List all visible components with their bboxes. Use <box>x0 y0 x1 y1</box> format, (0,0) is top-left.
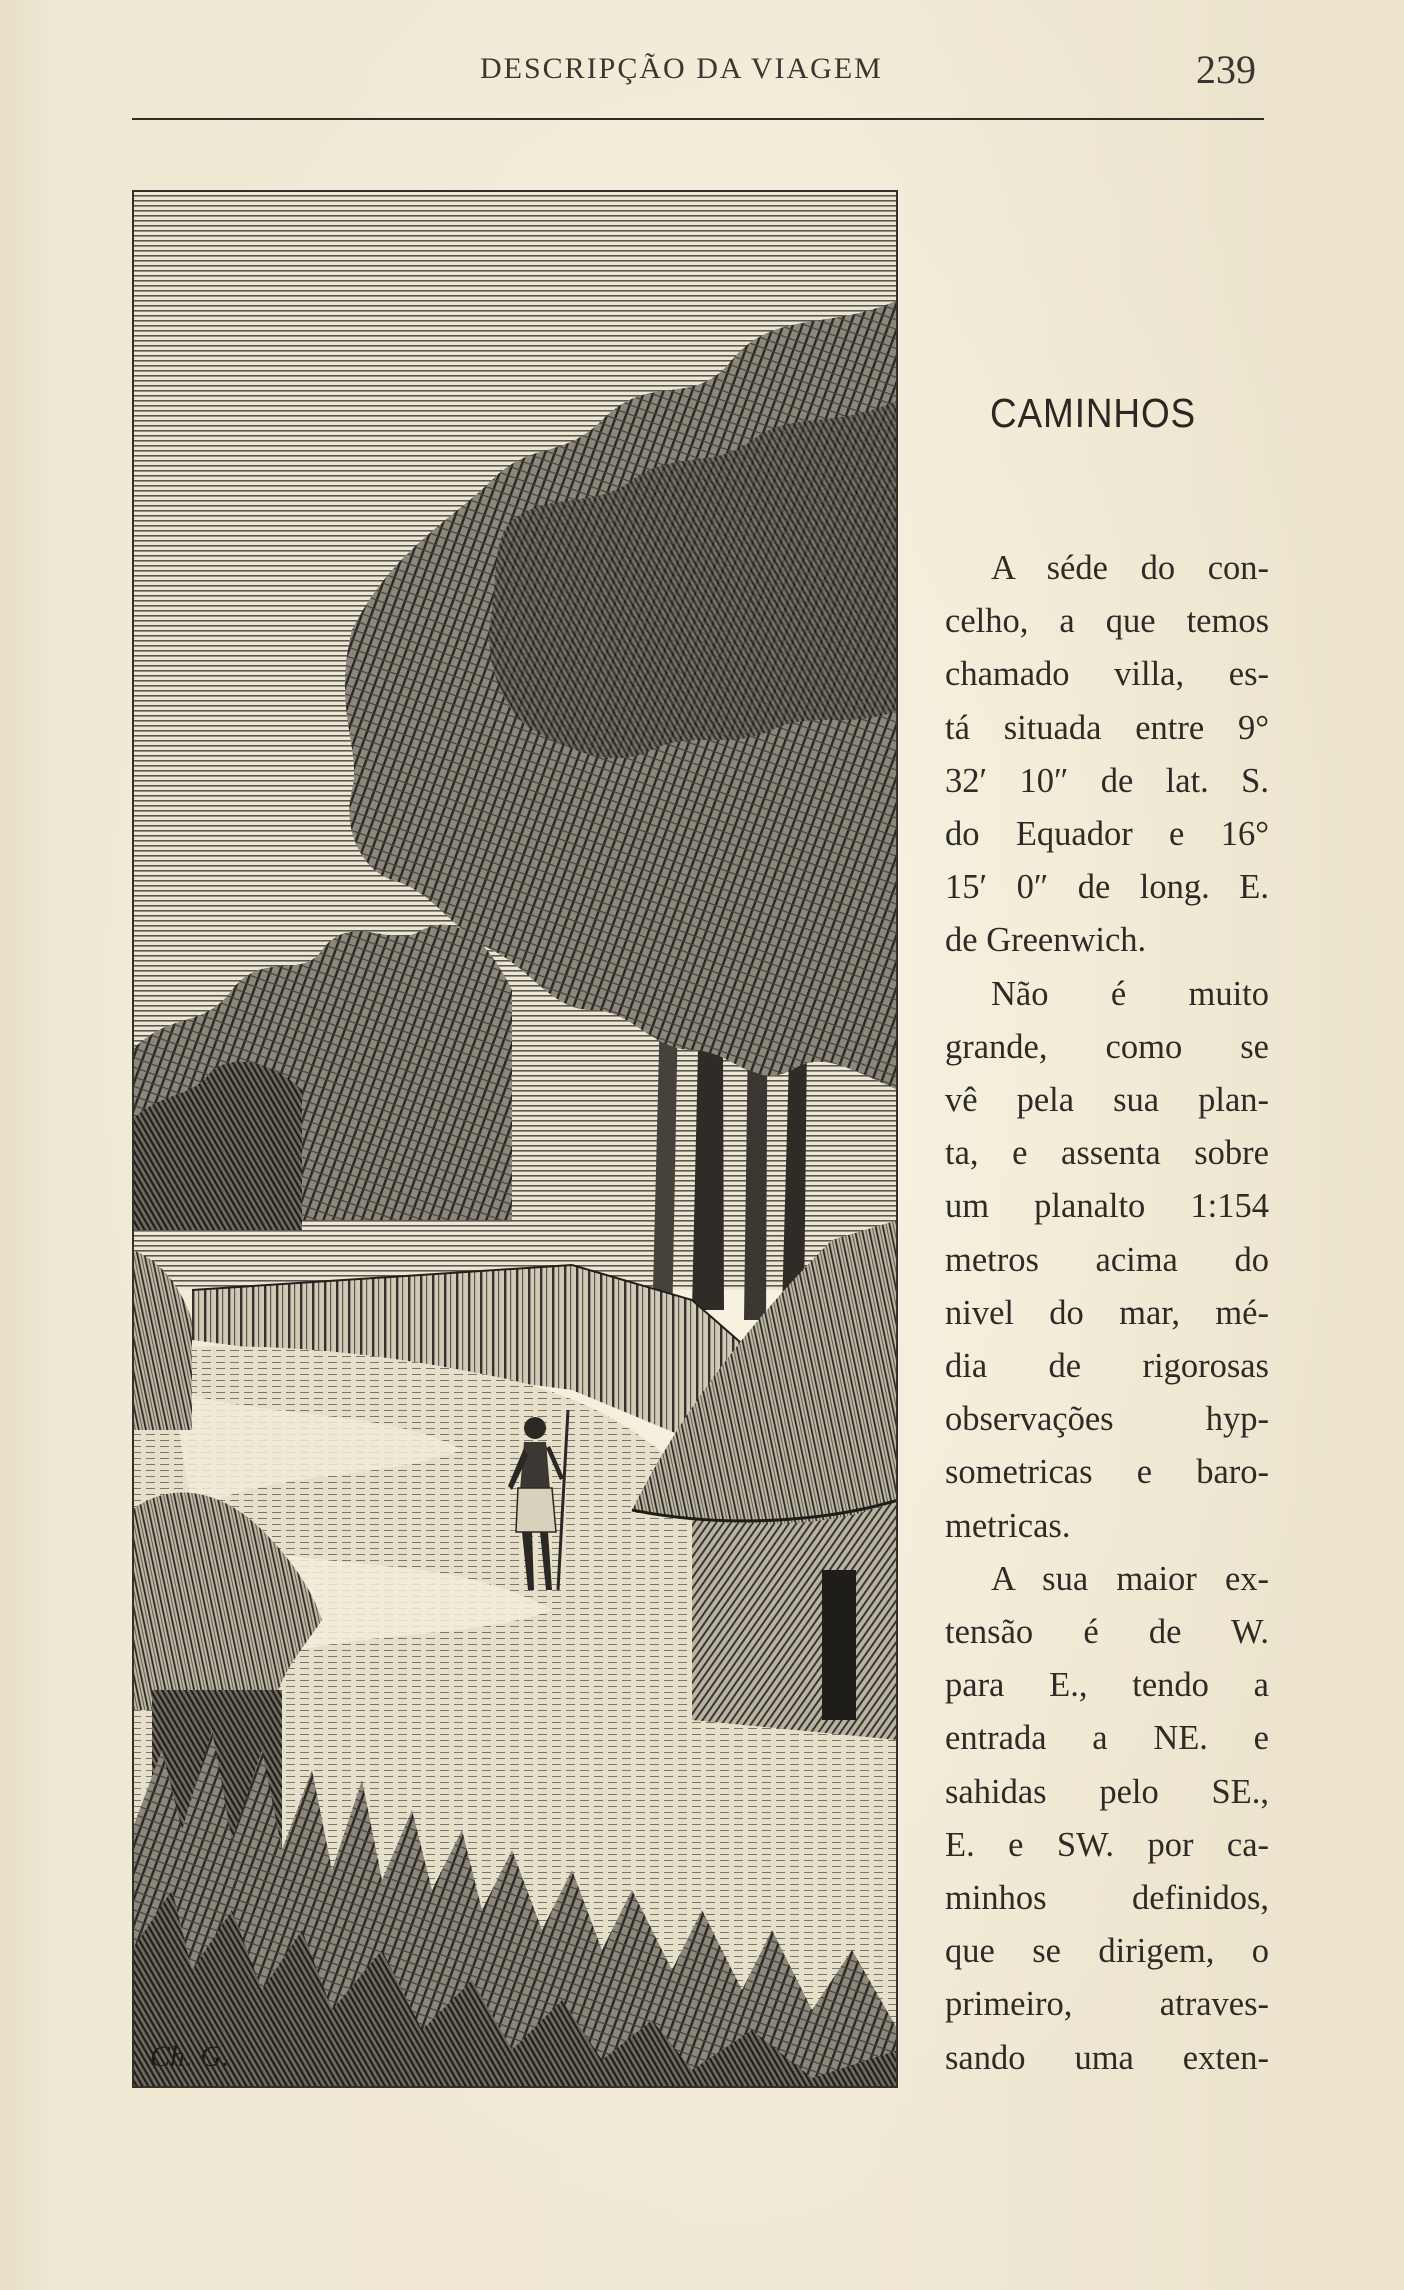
engraving-illustration <box>132 190 898 2088</box>
text-line: sahidas pelo SE., <box>945 1772 1269 1811</box>
text-line: 15′ 0″ de long. E. <box>945 868 1269 907</box>
text-line: 32′ 10″ de lat. S. <box>945 761 1269 800</box>
text-line: grande, como se <box>945 1027 1269 1066</box>
text-line: nivel do mar, mé- <box>945 1293 1269 1332</box>
text-line: dia de rigorosas <box>945 1347 1269 1386</box>
text-line: sando uma exten- <box>945 2038 1269 2077</box>
text-line: entrada a NE. e <box>945 1719 1269 1758</box>
section-heading: CAMINHOS <box>990 390 1197 436</box>
text-line: chamado villa, es- <box>945 655 1269 694</box>
text-line: ta, e assenta sobre <box>945 1134 1269 1173</box>
text-line: um planalto 1:154 <box>945 1187 1269 1226</box>
text-line: sometricas e baro- <box>945 1453 1269 1492</box>
artist-signature: Ch. G. <box>150 2040 230 2073</box>
text-line: Não é muito <box>991 974 1269 1013</box>
text-line: A séde do con- <box>991 549 1269 587</box>
text-line: tá situada entre 9° <box>945 708 1269 747</box>
text-line: celho, a que temos <box>945 602 1269 641</box>
text-line: observações hyp- <box>945 1400 1269 1439</box>
text-line: do Equador e 16° <box>945 815 1269 854</box>
text-line: primeiro, atraves- <box>945 1985 1269 2024</box>
text-line: metricas. <box>945 1506 1071 1545</box>
text-line: para E., tendo a <box>945 1666 1269 1705</box>
text-line: minhos definidos, <box>945 1879 1269 1918</box>
text-line: que se dirigem, o <box>945 1932 1269 1971</box>
running-head-title: DESCRIPÇÃO DA VIAGEM <box>480 52 883 85</box>
header-rule <box>132 118 1264 120</box>
page-number: 239 <box>1196 47 1256 92</box>
text-line: metros acima do <box>945 1240 1269 1279</box>
text-line: vê pela sua plan- <box>945 1081 1269 1120</box>
text-line: A sua maior ex- <box>991 1559 1269 1598</box>
text-line: tensão é de W. <box>945 1613 1269 1652</box>
text-line: E. e SW. por ca- <box>945 1825 1269 1864</box>
text-line: de Greenwich. <box>945 921 1147 960</box>
body-text <box>945 542 1269 2085</box>
